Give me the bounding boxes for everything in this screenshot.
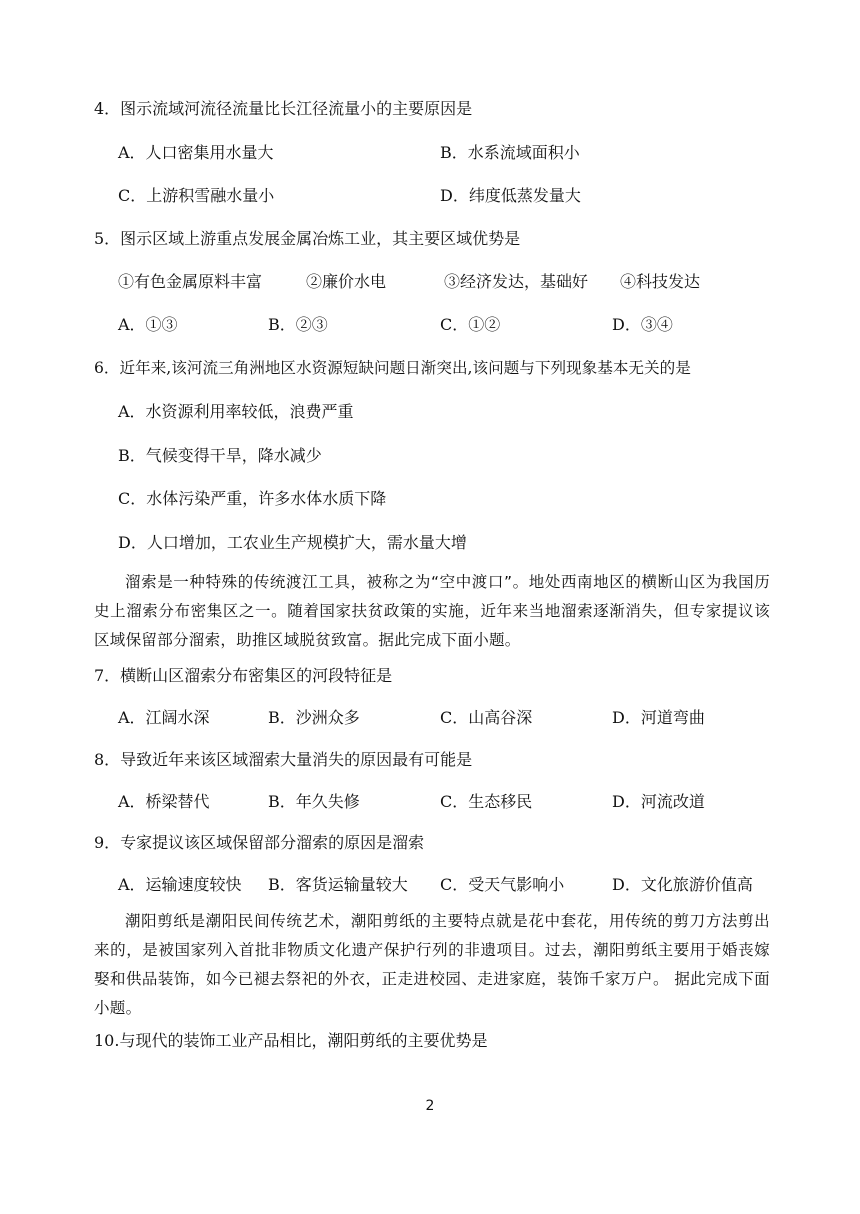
- question-6-option-d: D．人口增加，工农业生产规模扩大，需水量大增: [118, 533, 467, 552]
- question-5-option-a: A．①③: [118, 315, 178, 334]
- question-6-stem: 6．近年来,该河流三角洲地区水资源短缺问题日渐突出,该问题与下列现象基本无关的是: [94, 359, 691, 377]
- question-4-option-c: C．上游积雪融水量小: [118, 186, 275, 205]
- question-8-option-d: D．河流改道: [612, 792, 705, 811]
- question-9-option-c: C．受天气影响小: [440, 875, 565, 894]
- question-4-stem: 4．图示流域河流径流量比长江径流量小的主要原因是: [94, 99, 473, 118]
- question-8-option-a: A．桥梁替代: [118, 792, 210, 811]
- question-7-option-c: C．山高谷深: [440, 708, 533, 727]
- passage-ziplines: [94, 568, 770, 655]
- question-5-option-d: D．③④: [612, 315, 673, 334]
- passage-ziplines-text: 溜索是一种特殊的传统渡江工具，被称之为“空中渡口”。地处西南地区的横断山区为我国历史上溜索分布密集区之一。随着国家扶贫政策的实施，近年来当地溜索逐渐消失，但专家提议该区域保留部分溜索，助推区域脱贫致富。据此完成下面小题。: [94, 573, 770, 649]
- question-8-option-c: C．生态移民: [440, 792, 533, 811]
- question-6-option-c: C．水体污染严重，许多水体水质下降: [118, 489, 387, 508]
- question-9-stem: 9．专家提议该区域保留部分溜索的原因是溜索: [94, 833, 425, 852]
- question-5-item-1: ①有色金属原料丰富: [118, 272, 263, 291]
- question-4-option-d: D．纬度低蒸发量大: [440, 186, 581, 205]
- question-9-option-a: A．运输速度较快: [118, 875, 242, 894]
- question-5-option-b: B．②③: [268, 315, 328, 334]
- question-10-stem: 10.与现代的装饰工业产品相比，潮阳剪纸的主要优势是: [94, 1031, 488, 1050]
- question-7-stem: 7．横断山区溜索分布密集区的河段特征是: [94, 666, 393, 685]
- page-number: 2: [425, 1098, 435, 1114]
- question-6-option-a: A．水资源利用率较低，浪费严重: [118, 402, 354, 421]
- question-5-item-2: ②廉价水电: [306, 272, 387, 291]
- question-7-option-b: B．沙洲众多: [268, 708, 360, 727]
- question-9-option-b: B．客货运输量较大: [268, 875, 408, 894]
- question-5-stem: 5．图示区域上游重点发展金属冶炼工业，其主要区域优势是: [94, 229, 521, 248]
- passage-papercut-text: 潮阳剪纸是潮阳民间传统艺术，潮阳剪纸的主要特点就是花中套花，用传统的剪刀方法剪出来的，是被国家列入首批非物质文化遗产保护行列的非遗项目。过去，潮阳剪纸主要用于婚丧嫁娶和供品装饰，如今已褪去祭祀的外衣，正走进校园、走进家庭，装饰千家万户。 据此完成下面小题。: [94, 912, 770, 1017]
- passage-papercut: [94, 907, 770, 1023]
- question-8-option-b: B．年久失修: [268, 792, 360, 811]
- question-9-option-d: D．文化旅游价值高: [612, 875, 753, 894]
- question-4-option-b: B．水系流域面积小: [440, 143, 580, 162]
- question-6-option-b: B．气候变得干旱，降水减少: [118, 446, 322, 465]
- question-7-option-d: D．河道弯曲: [612, 708, 705, 727]
- question-5-item-3: ③经济发达，基础好: [444, 272, 589, 291]
- question-4-option-a: A．人口密集用水量大: [118, 143, 274, 162]
- question-7-option-a: A．江阔水深: [118, 708, 210, 727]
- question-5-item-4: ④科技发达: [620, 272, 701, 291]
- question-8-stem: 8．导致近年来该区域溜索大量消失的原因最有可能是: [94, 750, 473, 769]
- question-5-option-c: C．①②: [440, 315, 501, 334]
